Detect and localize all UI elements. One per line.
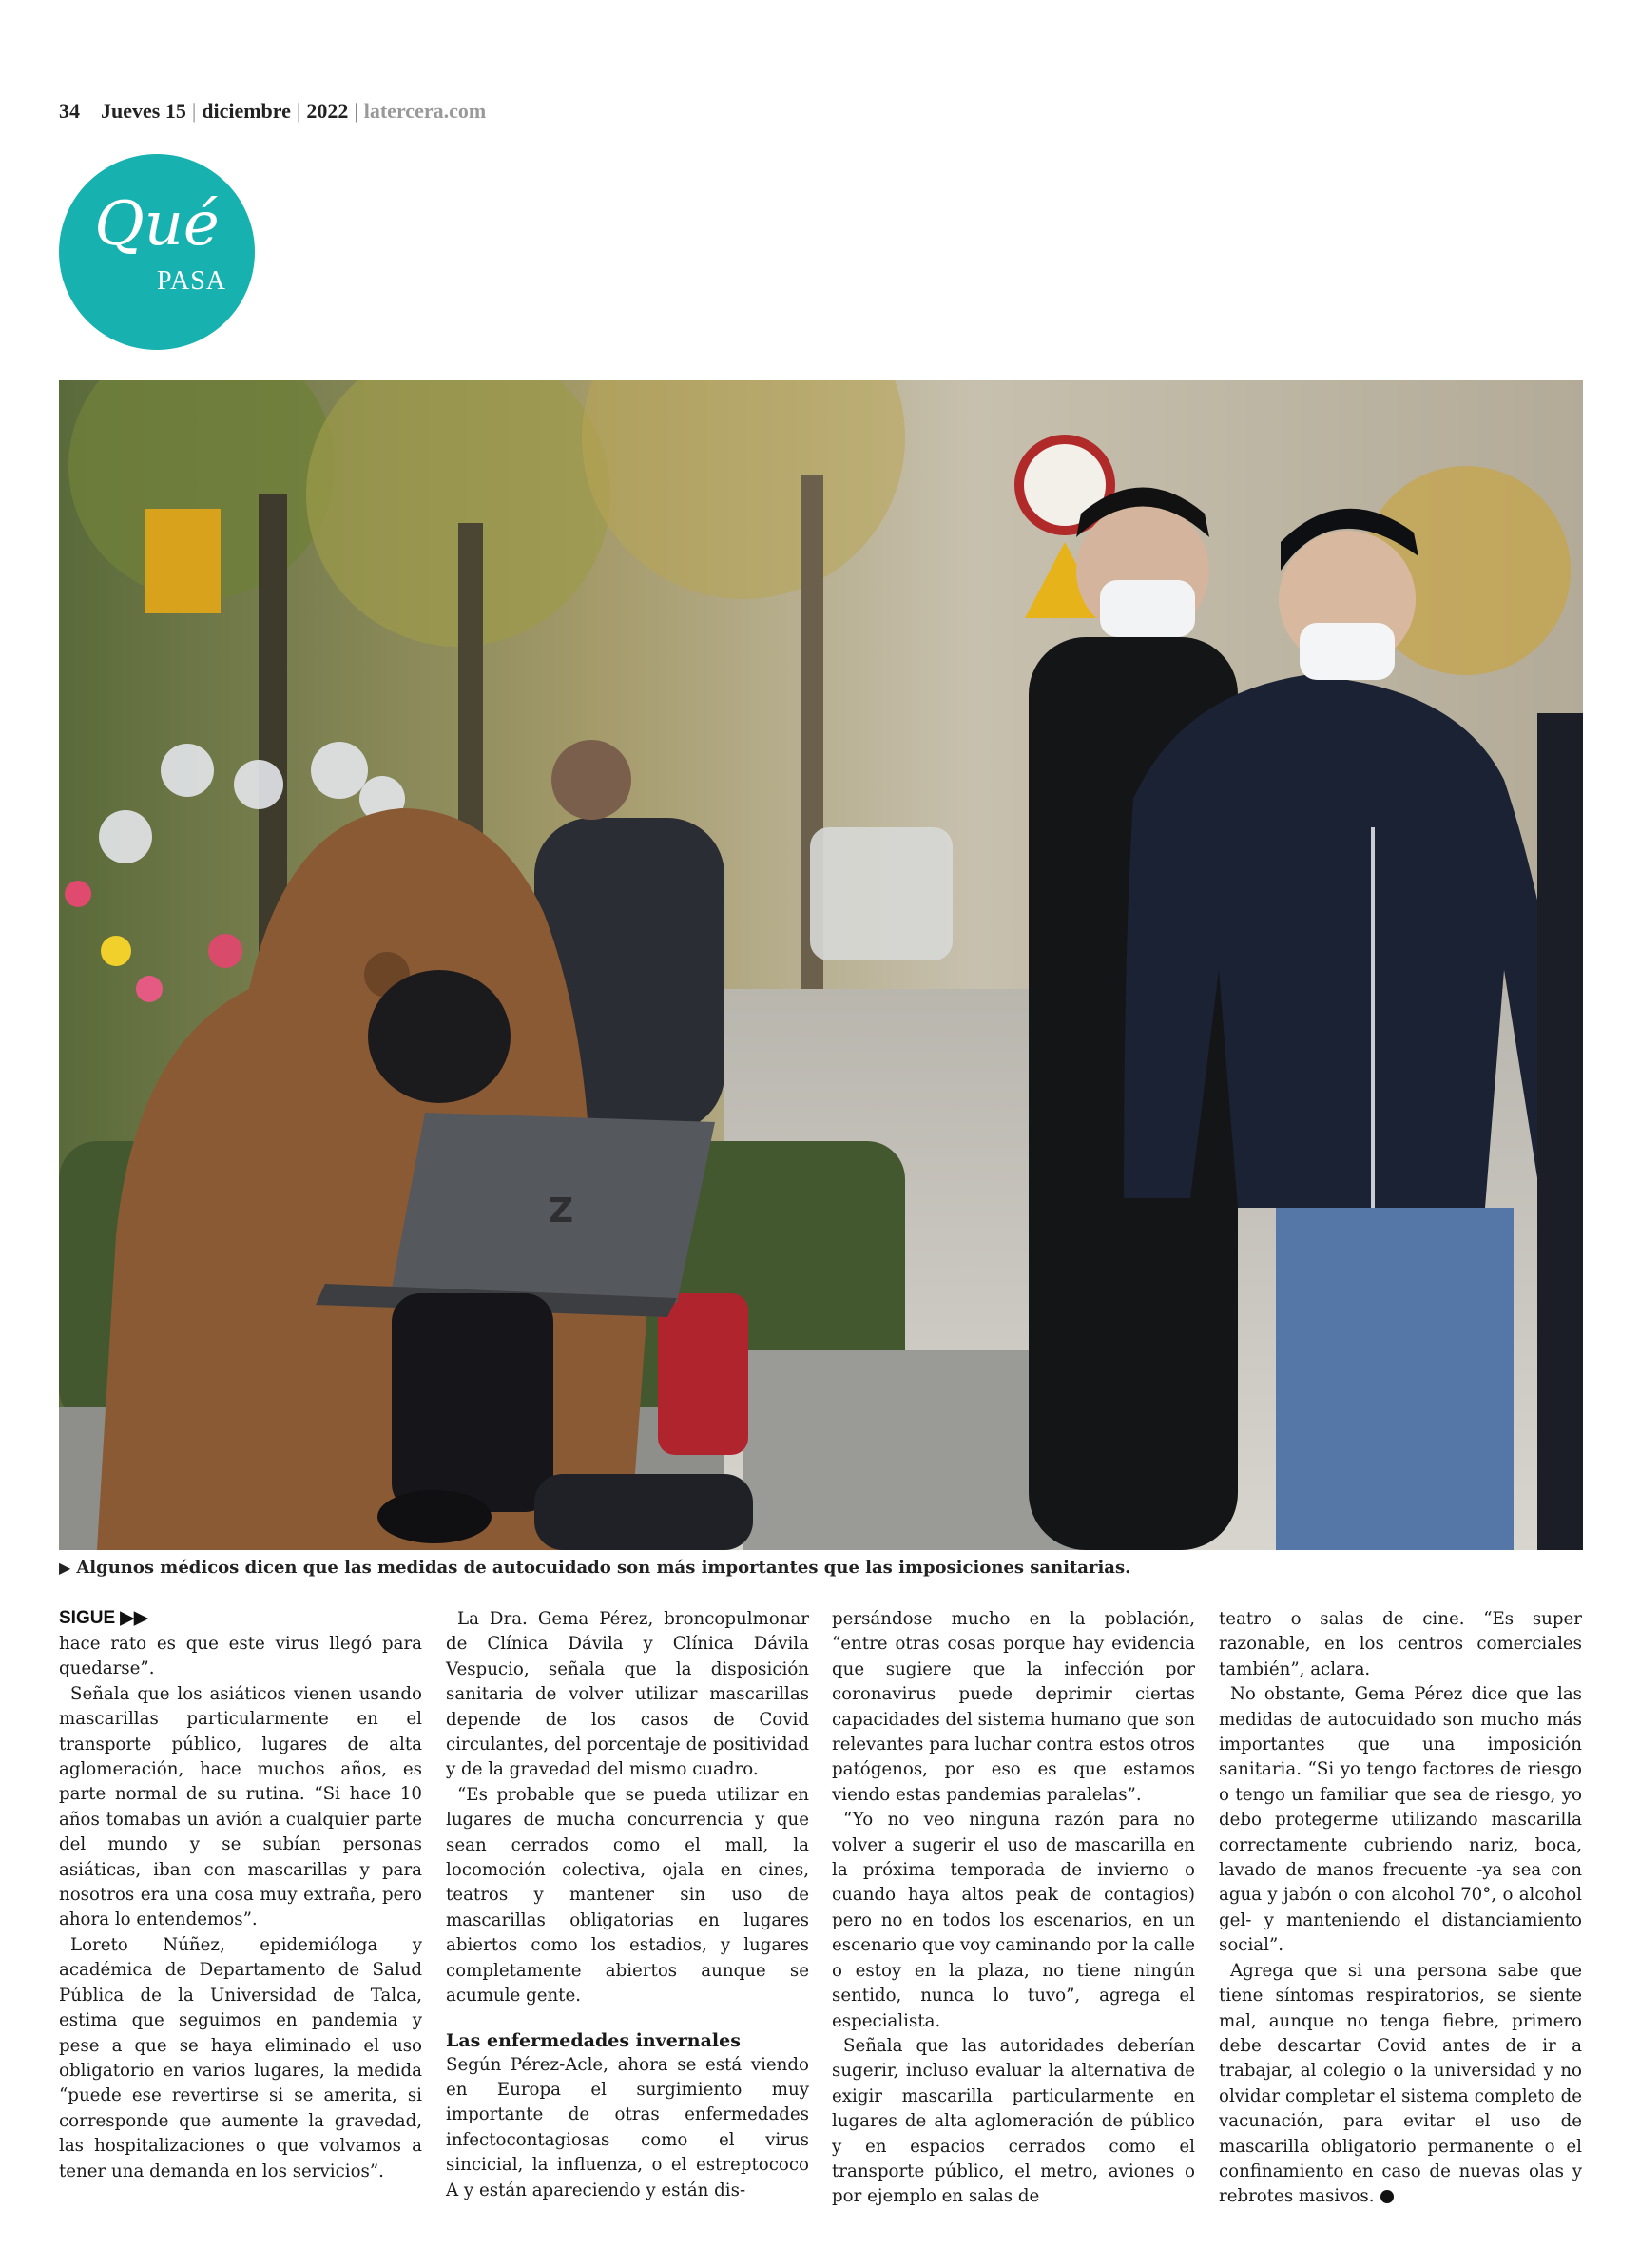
paragraph-text: Agrega que si una persona sabe que tiene síntomas respiratorios, se siente mal, aunque no tenga fiebre, primero debe descartar Covid antes de ir a trabajar, al colegio o la universidad y no olvidar completar el sistema completo de vacunación, para evitar el uso de mascarilla obligatorio permanente o el confinamiento en caso de nuevas olas y rebrotes masivos. (1219, 1960, 1582, 2207)
page-folio (59, 99, 486, 124)
issue-month: diciembre (202, 99, 291, 123)
photo-illustration (59, 380, 1583, 1550)
article-column-3 (832, 1607, 1195, 2210)
paragraph: teatro o salas de cine. “Es super razonable, en los centros comerciales también”, aclara. (1219, 1609, 1582, 1679)
caption-text: Algunos médicos dicen que las medidas de autocuidado son más importantes que las imposiciones sanitarias. (76, 1558, 1131, 1578)
article-column-4 (1219, 1607, 1582, 2210)
paragraph: “Yo no veo ninguna razón para no volver a sugerir el uso de mascarilla en la próxima temporada de invierno o cuando haya altos peak de contagios) pero no en todos los escenarios, en un escenario que voy caminando por la calle o estoy en la plaza, no tiene ningún sentido, nunca lo tuvo”, agrega el especialista. (832, 1810, 1195, 2031)
paragraph: “Es probable que se pueda utilizar en lugares de mucha concurrencia y que sean cerrados como el mall, la locomoción colectiva, ojala en cines, teatros y mantener sin uso de mascarillas obligatorias en lugares abiertos como los estadios, y lugares completamente abiertos aunque se acumule gente. (446, 1784, 809, 2006)
page-number: 34 (59, 99, 80, 123)
site-name: latercera.com (363, 99, 487, 123)
issue-year: 2022 (306, 99, 349, 123)
logo-main: Qué (94, 189, 220, 260)
photo-caption (59, 1558, 1130, 1578)
end-of-article-icon (1380, 2190, 1394, 2203)
main-photo (59, 380, 1583, 1550)
paragraph: hace rato es que este virus llegó para quedarse”. (59, 1634, 422, 1679)
folio-separator: | (354, 99, 358, 123)
paragraph: No obstante, Gema Pérez dice que las medidas de autocuidado son mucho más importantes que una imposición sanitaria. “Si yo tengo factores de riesgo o tengo un familiar que sea de riesgo, yo debo protegerme utilizando mascarilla correctamente cubriendo nariz, boca, lavado de manos frecuente -ya sea con agua y jabón o con alcohol 70°, o alcohol gel- y manteniendo el distanciamiento social”. (1219, 1684, 1582, 1956)
folio-separator: | (296, 99, 301, 123)
paragraph: Señala que los asiáticos vienen usando mascarillas particularmente en el transporte público, lugares de alta aglomeración, hace muchos años, es parte normal de su rutina. “Si hace 10 años tomabas un avión a cualquier parte del mundo y se subían personas asiáticas, iban con mascarillas y para nosotros era una cosa muy extraña, pero ahora lo entendemos”. (59, 1683, 422, 1930)
logo-sub: PASA (156, 266, 226, 296)
section-logo (59, 154, 255, 350)
paragraph: La Dra. Gema Pérez, broncopulmonar de Clínica Dávila y Clínica Dávila Vespucio, señala que la disposición sanitaria de volver utilizar mascarillas depende de los casos de Covid circulantes, del porcentaje de positividad y de la gravedad del mismo cuadro. (446, 1609, 809, 1780)
subheading: Las enfermedades invernales (446, 2029, 741, 2051)
paragraph: persándose mucho en la población, “entre otras cosas porque hay evidencia que sugiere que la infección por coronavirus puede deprimir ciertas capacidades del sistema humano que son relevantes para luchar contra estos otros patógenos, por eso es que estamos viendo estas pandemias paralelas”. (832, 1609, 1195, 1805)
paragraph (1219, 1959, 1582, 2210)
issue-date-day: Jueves 15 (101, 99, 186, 123)
article-column-2 (446, 1607, 809, 2203)
article-column-1 (59, 1632, 422, 2184)
caption-marker: ▶ (59, 1559, 71, 1577)
continued-label: SIGUE ▶▶ (59, 1608, 148, 1628)
paragraph: Señala que las autoridades deberían sugerir, incluso evaluar la alternativa de exigir mascarilla particularmente en lugares de alta aglomeración de público y en espacios cerrados como el transporte público, el metro, aviones o por ejemplo en salas de (832, 2035, 1195, 2207)
laptop-logo: Z (549, 1192, 574, 1231)
paragraph: Según Pérez-Acle, ahora se está viendo en Europa el surgimiento muy importante de otras enfermedades infectocontagiosas como el virus sincicial, la influenza, o el estreptococo A y están apareciendo y están dis- (446, 2054, 809, 2200)
paragraph: Loreto Núñez, epidemióloga y académica de Departamento de Salud Pública de la Universidad de Talca, estima que seguimos en pandemia y pese a que se haya eliminado el uso obligatorio en varios lugares, la medida “puede ese revertirse si se amerita, si corresponde que aumente la gravedad, las hospitalizaciones o que volvamos a tener una demanda en los servicios”. (59, 1934, 422, 2181)
folio-separator: | (191, 99, 197, 123)
